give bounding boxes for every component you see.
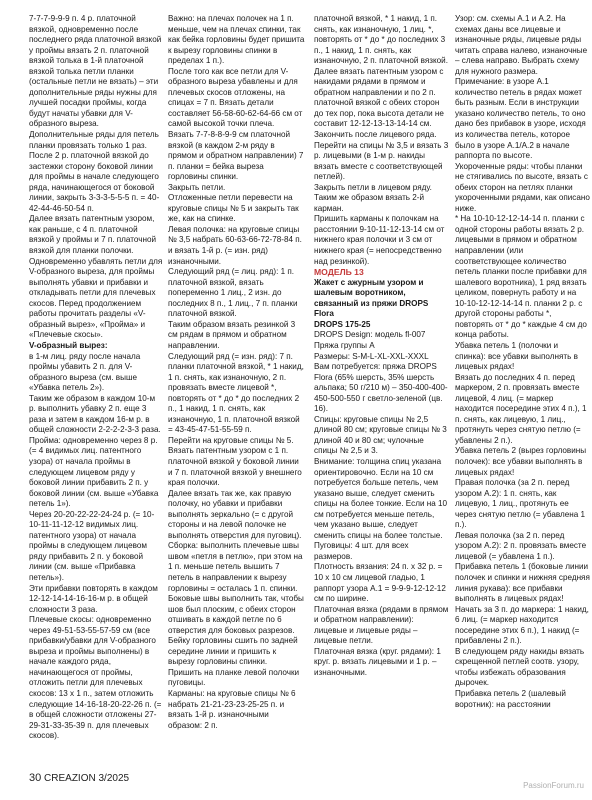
paragraph: Платочная вязка (круг. рядами): 1 круг. р. вязать лицевыми и 1 р. – изнаночными. xyxy=(314,646,441,677)
paragraph: Отложенные петли перевести на круговые спицы № 5 и закрыть так же, как на спинке. xyxy=(168,193,299,224)
paragraph: Пуговицы: 4 шт. для всех размеров. xyxy=(314,541,409,561)
magazine-name: CREAZION 3/2025 xyxy=(44,773,130,784)
paragraph: Важно: на плечах полочек на 1 п. меньше, чем на плечах спинки, так как бейка горловины будет пришита к вырезу горловины спинки в пределах 1 п.). xyxy=(168,14,305,66)
paragraph: Сборка: выполнить плечевые швы швом «петля в петлю», при этом на 1 п. меньше петель вышить 7 петель в направлении к вырезу горловины = осталась 1 п. спинки. Боковые швы выполнить так, чтобы шов был плоским, с обеих сторон отшивать в каждой петле по 6 отверстия для боковых разрезов. xyxy=(168,541,304,635)
page-number: 30 xyxy=(29,772,42,784)
paragraph: Платочная вязка (рядами в прямом и обратном направлении): лицевые и лицевые ряды – лицевые петли. xyxy=(314,604,449,646)
paragraph: Прибавка петель 2 (шалевый воротник): на расстоянии xyxy=(455,689,566,709)
text-column-1 xyxy=(29,14,164,742)
paragraph: Плечевые скосы: одновременно через 49-51-53-55-57-59 см (все прибавки/убавки для V-образного выреза и проймы выполнены) в начале каждого ряда, начинающегося от проймы, отложить петли для плечевых скосов: 13 x 1 п., затем отложить следующие 14-16-18-20-22-26 п. (= в общей сложности отложены 27-29-31-33-35-39 п. для плечевых скосов). xyxy=(29,615,162,741)
paragraph: Левая полочка: на круговые спицы № 3,5 набрать 60-63-66-72-78-84 п. и вязать 1-й р. (= изн. ряд) изнаночными. xyxy=(168,224,302,266)
paragraph: Прибавка петель 1 (боковые линии полочек и спинки и нижняя средняя линия рукава): все прибавки выполнять в лицевых рядах! xyxy=(455,562,590,604)
section-heading: Жакет с ажурным узором и шалевым воротником, связанный из пряжи DROPS Flora xyxy=(314,277,429,319)
paragraph: Следующий ряд (= лиц. ряд): 1 п. платочной вязкой, вязать попеременно 1 лиц., 2 изн. до последних 8 п., 1 лиц., 7 п. планки платочной вязкой. xyxy=(168,267,298,319)
paragraph: Эти прибавки повторять в каждом 12-12-14-14-16-16-м р. в общей сложности 3 раза. xyxy=(29,583,158,614)
paragraph: После того как все петли для V-образного выреза убавлены и для плечевых скосов отложены, на спицах = 7 п. Вязать детали составляет 56-58-60-62-64-66 см от самой высокой точки плеча. xyxy=(168,66,303,129)
paragraph: Начать за 3 п. до маркера: 1 накид, 6 лиц. (= маркер находится посередине этих 6 п.), 1 накид (= прибавлены 2 п.). xyxy=(455,604,589,646)
text-column-3 xyxy=(314,14,449,679)
section-heading: DROPS 175-25 xyxy=(314,319,371,329)
section-heading: V-образный вырез: xyxy=(29,340,108,350)
paragraph: Карманы: на круговые спицы № 6 набрать 21-21-23-23-25-25 п. и вязать 1-й р. изнаночными образом: 2 п. xyxy=(168,689,296,730)
paragraph: Узор: см. схемы A.1 и A.2. На схемах даны все лицевые и изнаночные ряды, лицевые ряды читать справа налево, изнаночные – слева направо. Выбрать схему для нужного размера. xyxy=(455,14,588,76)
paragraph: Через 20-20-22-22-24-24 р. (= 10-10-11-11-12-12 видимых лиц. патентного узора) от начала проймы в следующем лицевом ряду прибавить 2 п. у боковой линии (см. выше «Прибавка петель»). xyxy=(29,509,155,582)
paragraph: Спицы: круговые спицы № 2,5 длиной 80 см; круговые спицы № 3 длиной 40 и 80 см; чулочные спицы № 2,5 и 3. xyxy=(314,414,447,456)
paragraph: Бейку горловины сшить по задней середине линии и пришить к вырезу горловины спинки. xyxy=(168,636,298,667)
paragraph: в 1-м лиц. ряду после начала проймы убавить 2 п. для V-образного выреза (см. выше «Убавка петель 2»). xyxy=(29,351,141,393)
paragraph: * На 10-10-12-12-14-14 п. планки с одной стороны работы вязать 2 р. лицевыми в прямом и обратном направлении (или соответствующее количество петель планки после прибавки для шалевого воротника), 1 ряд вязать целиком, повернуть работу и на 10-10-12-12-14-14 п. планки 2 р. с другой стороны работы *, повторять от * до * каждые 4 см до конца работы. xyxy=(455,214,587,340)
paragraph: Пришить на планке левой полочки пуговицы. xyxy=(168,667,300,688)
paragraph: Закрыть петли в лицевом ряду. xyxy=(314,182,432,192)
paragraph: Таким же образом вязать 2-й карман. xyxy=(314,193,425,213)
paragraph: Далее вязать патентным узором с накидами рядами в прямом и обратном направлении и по 2 п. платочной вязкой с обеих сторон до тех пор, пока высота детали не составит 12-12-13-13-14-14 см. Закончить после лицевого ряда. xyxy=(314,66,444,140)
paragraph: Плотность вязания: 24 п. x 32 р. = 10 x 10 см лицевой гладью, 1 раппорт узора A.1 = 9-9-9-12-12-12 см по ширине. xyxy=(314,562,446,604)
paragraph: Далее вязать так же, как правую полочку, но убавки и прибавки выполнять зеркально (= с другой стороны и на левой полочке не выполнять отверстия для пуговиц). xyxy=(168,488,302,540)
paragraph: Правая полочка (за 2 п. перед узором A.2): 1 п. снять, как лицевую, 1 лиц., протянуть ее через снятую петлю (= убавлена 1 п.). xyxy=(455,478,586,530)
paragraph: Дополнительные ряды для петель планки провязать только 1 раз. xyxy=(29,130,159,150)
paragraph: DROPS Design: модель fl-007 Пряжа группы A xyxy=(314,330,426,350)
paragraph: Укороченные ряды: чтобы планки не стягивались по высоте, вязать с обеих сторон на петлях планки укороченными рядами, как описано ниже. xyxy=(455,161,590,213)
model-heading: МОДЕЛЬ 13 xyxy=(314,267,364,278)
paragraph: Примечание: в узоре A.1 количество петель в рядах может быть разным. Если в инструкции указано количество петель, то оно дано без прибавок в узоре, исходя из количества петель, которое было в узоре A.1/A.2 в начале раппорта по высоте. xyxy=(455,77,586,161)
paragraph: Вам потребуется: пряжа DROPS Flora (65% шерсть, 35% шерсть альпака; 50 г/210 м) – 350-400-400-450-500-550 г светло-зеленой (цв. 16). xyxy=(314,362,448,414)
paragraph: Убавка петель 1 (полочки и спинка): все убавки выполнять в лицевых рядах! xyxy=(455,340,578,372)
paragraph: Пройма: одновременно через 8 р. (= 4 видимых лиц. патентного узора) от начала проймы в следующем лицевом ряду у боковой линии прибавить 2 п. у боковой линии (см. выше «Убавка петель 1»). xyxy=(29,435,159,509)
paragraph: Левая полочка (за 2 п. перед узором A.2): 2 п. провязать вместе лицевой (= убавлена 1 п.). xyxy=(455,530,587,561)
paragraph: Пришить карманы к полочкам на расстоянии 9-10-11-12-13-14 см от нижнего края полочки и 3 см от нижнего края (= непосредственно над резинкой). xyxy=(314,214,445,266)
paragraph: Следующий ряд (= изн. ряд): 7 п. планки платочной вязкой, * 1 накид, 1 п. снять, как изнаночную, 2 п. провязать вместе лицевой *, повторять от * до * до последних 2 п., 1 накид, 1 п. снять, как изнаночную, 1 п. платочной вязкой = 43-45-47-51-55-59 п. xyxy=(168,351,304,435)
paragraph: Размеры: S-M-L-XL-XXL-XXXL xyxy=(314,351,429,361)
paragraph: платочной вязкой, * 1 накид, 1 п. снять, как изнаночную, 1 лиц. *, повторять от * до * до последних 3 п., 1 накид, 1 п. снять, как изнаночную, 2 п. платочной вязкой. xyxy=(314,14,448,66)
paragraph: Внимание: толщина спиц указана ориентировочно. Если на 10 см потребуется больше петель, чем указано выше, следует сменить спицы на более тонкие. Если на 10 см потребуется меньше петель, чем указано выше, следует сменить спицы на более толстые. xyxy=(314,457,448,540)
paragraph: 7-7-7-9-9-9 п. 4 р. платочной вязкой, одновременно после последнего ряда платочной вязкой у проймы вязать 2 п. платочной вязкой толька в 1-й платочной вязкой толька петли планки (остальные петли не вязать) – эти дополнительные ряды нужны для лучшей посадки проймы, когда будут начаты убавки для V-образного выреза. xyxy=(29,14,162,129)
paragraph: Вязать до последних 4 п. перед маркером, 2 п. провязать вместе лицевой, 4 лиц. (= маркер находится посередине этих 4 п.), 1 п. снять, как лицевую, 1 лиц., протянуть через снятую петлю (= убавлены 2 п.). xyxy=(455,372,587,445)
paragraph: Далее вязать патентным узором, как раньше, с 4 п. платочной вязкой у проймы и 7 п. платочной вязкой для планки полочки. xyxy=(29,214,157,256)
page-footer xyxy=(29,772,129,784)
paragraph: Убавка петель 2 (вырез горловины полочек): все убавки выполнять в лицевых рядах! xyxy=(455,446,587,477)
paragraph: В следующем ряду накиды вязать скрещенной петлей соотв. узору, чтобы избежать образования дырочек. xyxy=(455,646,585,688)
text-column-2 xyxy=(168,14,305,731)
paragraph: Вязать 7-7-8-8-9-9 см платочной вязкой (в каждом 2-м ряду в прямом и обратном направлении) 7 п. планки = бейка выреза горловины спинки. xyxy=(168,130,304,182)
paragraph: Таким образом вязать резинкой 3 см рядам в прямом и обратном направлении. xyxy=(168,319,296,350)
paragraph: Одновременно убавлять петли для V-образного выреза, для проймы выполнять убавки и прибавки и откладывать петли для плечевых скосов. Перед продолжением работы прочитать разделы «V-образный вырез», «Пройма» и «Плечевые скосы». xyxy=(29,256,163,340)
paragraph: Таким же образом в каждом 10-м р. выполнить убавку 2 п. еще 3 раза и затем в каждом 16-м р. в общей сложности 2-2-2-2-3-3 раза. xyxy=(29,393,161,435)
paragraph: Закрыть петли. xyxy=(168,182,226,192)
paragraph: После 2 р. платочной вязкой до застежки сторону боковой линии для проймы в начале следующего ряда, начинающегося от боковой линии, закрыть 3-3-3-5-5-5 п. = 40-42-44-46-50-54 п. xyxy=(29,151,160,213)
paragraph: Перейти на круговые спицы № 5. Вязать патентным узором с 1 п. платочной вязкой у боковой линии и 7 п. платочной вязкой у внешнего края полочки. xyxy=(168,435,302,488)
watermark: PassionForum.ru xyxy=(523,781,584,790)
text-column-4 xyxy=(455,14,590,710)
paragraph: Перейти на спицы № 3,5 и вязать 3 р. лицевыми (в 1-м р. накиды вязать вместе с соответствующей петлей). xyxy=(314,140,449,182)
